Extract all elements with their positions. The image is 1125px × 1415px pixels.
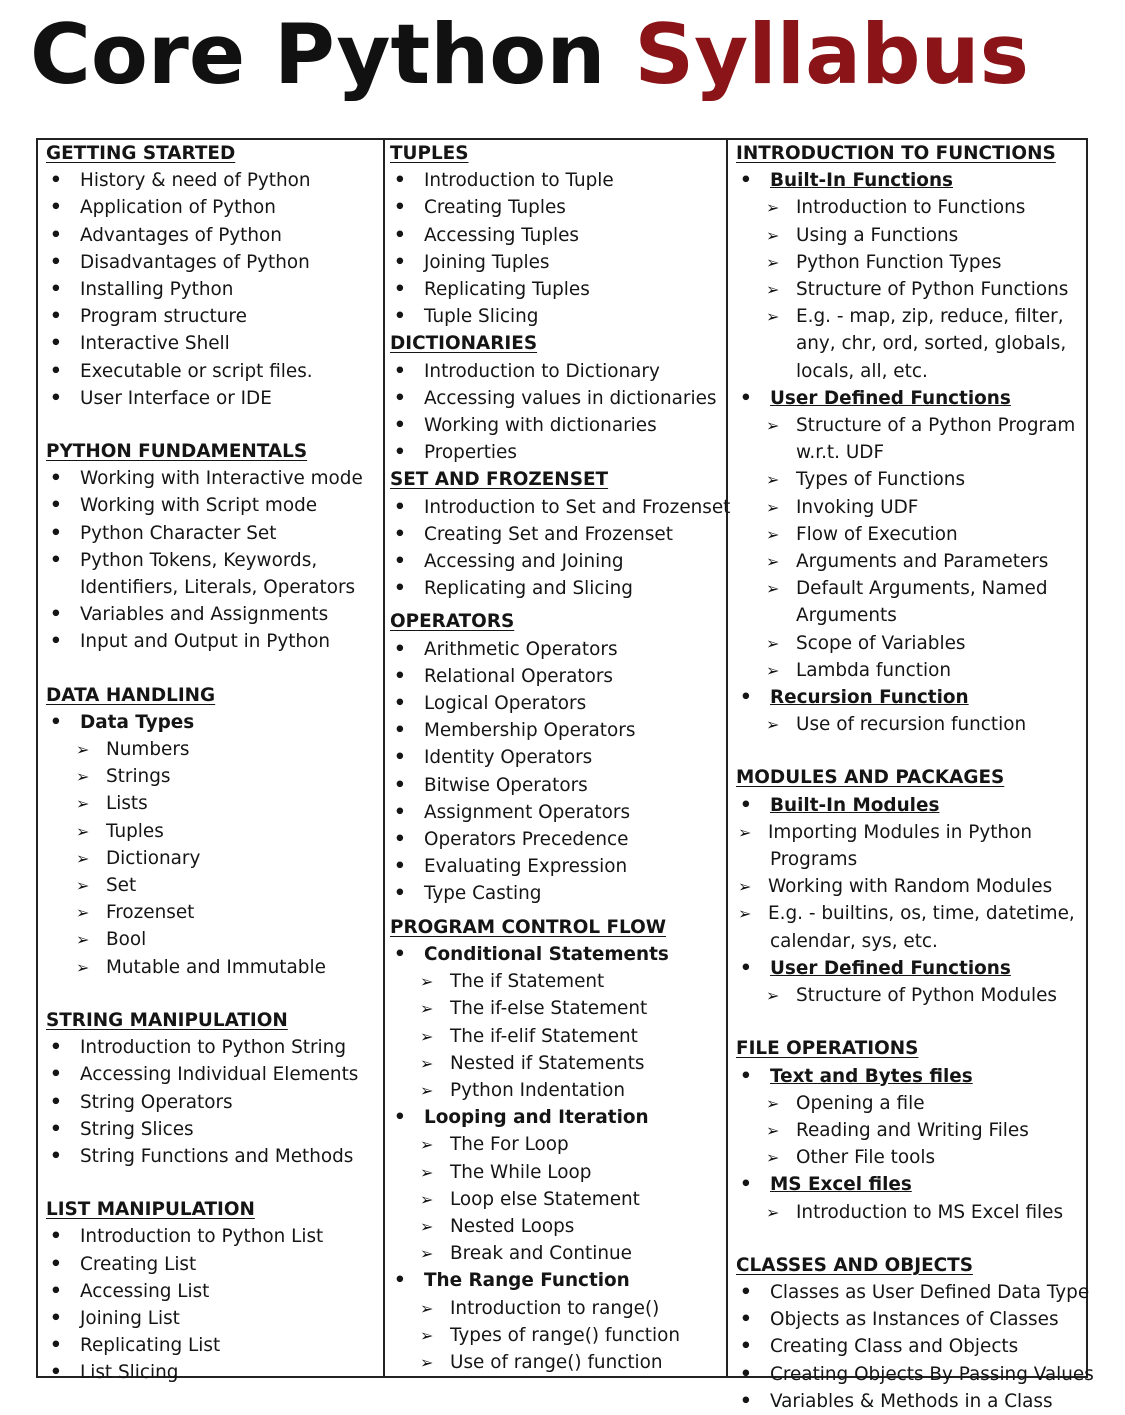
topic-text: Creating Class and Objects: [770, 1336, 1019, 1358]
topic-text: Accessing Individual Elements: [80, 1064, 359, 1086]
topic-item: [46, 736, 380, 763]
subtopic-heading: [390, 941, 722, 968]
topic-item: [736, 1199, 1084, 1226]
topic-item: [390, 799, 722, 826]
topic-text: Loop else Statement: [450, 1188, 640, 1210]
topic-text: Membership Operators: [424, 720, 636, 742]
topic-text: Bitwise Operators: [424, 774, 588, 796]
topic-text: Working with Script mode: [80, 495, 318, 517]
section-python-fundamentals: [46, 438, 380, 656]
topic-item: [736, 630, 1084, 657]
topic-list: [46, 465, 380, 655]
topic-item: [46, 167, 380, 194]
topic-text: Advantages of Python: [80, 224, 282, 246]
topic-text: Break and Continue: [450, 1243, 632, 1265]
section-heading: DICTIONARIES: [390, 333, 538, 355]
section-data-handling: [46, 682, 380, 981]
topic-item: [390, 995, 722, 1022]
topic-item: [736, 657, 1084, 684]
topic-item: [736, 276, 1084, 303]
topic-text: Built-In Modules: [770, 794, 940, 816]
topic-item: [736, 1090, 1084, 1117]
topic-item: [390, 636, 722, 663]
topic-text: Classes as User Defined Data Type: [770, 1281, 1090, 1303]
topic-text: Types of range() function: [450, 1324, 681, 1346]
section-heading: DATA HANDLING: [46, 684, 216, 706]
topic-text: Introduction to Python String: [80, 1037, 346, 1059]
topic-list: [46, 1034, 380, 1170]
topic-text: Creating Set and Frozenset: [424, 523, 673, 545]
topic-item: [46, 492, 380, 519]
topic-item: [390, 385, 722, 412]
topic-text: Default Arguments, Named: [796, 578, 1048, 600]
topic-list: [46, 167, 380, 412]
topic-text: Structure of Python Functions: [796, 279, 1069, 301]
topic-text: Other File tools: [796, 1147, 936, 1169]
topic-item: [736, 1117, 1084, 1144]
topic-item: [46, 222, 380, 249]
topic-item: [736, 412, 1084, 439]
topic-text: The if Statement: [450, 971, 605, 993]
syllabus-column-1: [46, 140, 380, 1387]
topic-item: [736, 548, 1084, 575]
topic-item: [46, 790, 380, 817]
section-heading: CLASSES AND OBJECTS: [736, 1254, 973, 1276]
topic-text: Python Indentation: [450, 1079, 626, 1101]
topic-item: [736, 1279, 1090, 1306]
topic-text: Identifiers, Literals, Operators: [80, 577, 356, 599]
topic-text: Python Function Types: [796, 251, 1002, 273]
topic-text: Nested Loops: [450, 1215, 575, 1237]
topic-text: Logical Operators: [424, 693, 587, 715]
section-heading: INTRODUCTION TO FUNCTIONS: [736, 143, 1056, 164]
topic-item: [46, 818, 380, 845]
topic-item: [46, 1034, 380, 1061]
topic-item: [390, 772, 722, 799]
topic-item: [736, 521, 1084, 548]
topic-list: [736, 792, 1084, 1010]
topic-text: Replicating Tuples: [424, 279, 590, 301]
topic-text: Numbers: [106, 739, 190, 761]
topic-list: [736, 1279, 1094, 1415]
subtopic-heading: [46, 709, 380, 736]
topic-text: User Defined Functions: [770, 387, 1011, 409]
topic-item: [736, 494, 1084, 521]
section-heading: GETTING STARTED: [46, 143, 236, 164]
topic-list: [390, 494, 731, 603]
topic-item: [736, 873, 1084, 900]
topic-item: [736, 1361, 1094, 1388]
topic-text: Types of Functions: [796, 469, 966, 491]
topic-item: [736, 222, 1084, 249]
topic-text: String Operators: [80, 1091, 233, 1113]
topic-text: Working with dictionaries: [424, 415, 657, 437]
topic-list: [390, 636, 722, 908]
topic-item: [390, 276, 722, 303]
topic-text: Arguments: [796, 605, 897, 627]
section-heading: LIST MANIPULATION: [46, 1199, 255, 1221]
topic-text: Dictionary: [106, 847, 201, 869]
topic-item: [390, 494, 731, 521]
topic-text: Bool: [106, 929, 147, 951]
topic-text: Variables and Assignments: [80, 604, 329, 626]
topic-text: Scope of Variables: [796, 632, 966, 654]
topic-text: String Slices: [80, 1118, 194, 1140]
subtopic-heading: [736, 955, 1084, 982]
topic-text: Working with Random Modules: [768, 876, 1053, 898]
topic-item: [390, 521, 722, 548]
topic-list: [390, 167, 722, 330]
section-dictionaries: [390, 330, 722, 466]
topic-text: Invoking UDF: [796, 496, 919, 518]
topic-text: Working with Interactive mode: [80, 468, 363, 490]
topic-item: [46, 601, 380, 628]
topic-text: Joining Tuples: [424, 251, 550, 273]
section-getting-started: [46, 140, 380, 412]
topic-text: The For Loop: [450, 1134, 569, 1156]
topic-item: [46, 1359, 380, 1386]
topic-item: [736, 249, 1084, 276]
topic-text: Objects as Instances of Classes: [770, 1309, 1059, 1331]
topic-item: [736, 982, 1084, 1009]
topic-item: [46, 628, 380, 655]
topic-text: Frozenset: [106, 902, 195, 924]
topic-text: The if-elif Statement: [450, 1025, 638, 1047]
section-string-manipulation: [46, 1007, 380, 1170]
topic-text: Type Casting: [424, 883, 542, 905]
topic-item: [390, 717, 722, 744]
topic-item: [736, 928, 1084, 955]
topic-item: [46, 1116, 380, 1143]
topic-text: Introduction to Python List: [80, 1226, 324, 1248]
section-modules-and-packages: [736, 764, 1084, 1009]
topic-item: [736, 575, 1084, 602]
topic-item: [46, 763, 380, 790]
topic-item: [390, 303, 722, 330]
topic-text: Built-In Functions: [770, 170, 953, 192]
section-heading: PYTHON FUNDAMENTALS: [46, 441, 308, 463]
topic-text: Accessing Tuples: [424, 224, 580, 246]
subtopic-heading: [736, 167, 1084, 194]
topic-item: [390, 222, 722, 249]
topic-text: locals, all, etc.: [796, 360, 928, 382]
section-heading: MODULES AND PACKAGES: [736, 767, 1005, 789]
topic-item: [736, 303, 1084, 330]
topic-item: [46, 303, 380, 330]
section-classes-and-objects: [736, 1252, 1094, 1415]
topic-item: [46, 1143, 380, 1170]
topic-text: MS Excel files: [770, 1174, 912, 1196]
topic-item: [390, 1240, 722, 1267]
topic-item: [390, 1023, 722, 1050]
topic-item: [390, 412, 722, 439]
section-set-and-frozenset: [390, 466, 731, 602]
topic-text: Tuple Slicing: [424, 306, 539, 328]
section-heading: STRING MANIPULATION: [46, 1009, 288, 1031]
topic-text: Data Types: [80, 711, 195, 733]
topic-list: [390, 941, 722, 1376]
topic-text: User Defined Functions: [770, 957, 1011, 979]
topic-text: Programs: [770, 849, 858, 871]
topic-text: Introduction to Functions: [796, 197, 1026, 219]
topic-text: Variables & Methods in a Class: [770, 1390, 1053, 1412]
topic-text: Joining List: [80, 1307, 180, 1329]
topic-item: [390, 1295, 722, 1322]
topic-text: User Interface or IDE: [80, 387, 272, 409]
section-introduction-to-functions: [736, 140, 1084, 738]
topic-text: Mutable and Immutable: [106, 956, 326, 978]
topic-text: Reading and Writing Files: [796, 1119, 1029, 1141]
topic-text: Set: [106, 875, 137, 897]
topic-item: [46, 1278, 380, 1305]
topic-item: [46, 194, 380, 221]
topic-item: [46, 547, 380, 574]
topic-text: E.g. - builtins, os, time, datetime,: [768, 903, 1075, 925]
topic-item: [736, 602, 1084, 629]
topic-list: [46, 1223, 380, 1386]
topic-item: [736, 1144, 1084, 1171]
topic-item: [736, 439, 1084, 466]
topic-item: [390, 1050, 722, 1077]
topic-item: [390, 575, 722, 602]
column-divider-1: [383, 138, 385, 1378]
topic-text: Using a Functions: [796, 224, 959, 246]
section-heading: FILE OPERATIONS: [736, 1038, 919, 1060]
topic-text: Accessing and Joining: [424, 551, 624, 573]
topic-text: Introduction to MS Excel files: [796, 1201, 1064, 1223]
topic-text: Strings: [106, 766, 171, 788]
topic-text: Introduction to Dictionary: [424, 360, 660, 382]
section-tuples: [390, 140, 722, 330]
topic-list: [390, 358, 722, 467]
topic-text: Looping and Iteration: [424, 1107, 649, 1129]
section-heading: PROGRAM CONTROL FLOW: [390, 916, 666, 938]
topic-item: [46, 520, 380, 547]
topic-item: [390, 853, 722, 880]
syllabus-column-3: [736, 140, 1094, 1415]
topic-item: [390, 1077, 722, 1104]
topic-text: Executable or script files.: [80, 360, 313, 382]
topic-item: [736, 846, 1084, 873]
topic-text: Structure of a Python Program: [796, 415, 1076, 437]
topic-item: [390, 548, 722, 575]
topic-text: any, chr, ord, sorted, globals,: [796, 333, 1067, 355]
section-heading: SET AND FROZENSET: [390, 469, 609, 491]
subtopic-heading: [390, 1104, 722, 1131]
topic-text: Operators Precedence: [424, 829, 629, 851]
topic-item: [46, 1223, 380, 1250]
topic-text: Python Character Set: [80, 522, 277, 544]
section-program-control-flow: [390, 914, 722, 1376]
topic-text: Application of Python: [80, 197, 276, 219]
topic-item: [46, 1251, 380, 1278]
topic-item: [390, 744, 722, 771]
topic-text: Opening a file: [796, 1092, 925, 1114]
topic-text: w.r.t. UDF: [796, 442, 885, 464]
topic-item: [390, 663, 722, 690]
section-file-operations: [736, 1035, 1084, 1225]
topic-item: [46, 1305, 380, 1332]
topic-list: [46, 709, 380, 981]
topic-text: Introduction to Set and Frozenset: [424, 496, 731, 518]
title-syllabus: Syllabus: [634, 6, 1030, 103]
topic-text: Interactive Shell: [80, 333, 230, 355]
topic-text: Lists: [106, 793, 148, 815]
topic-text: Input and Output in Python: [80, 631, 330, 653]
topic-item: [390, 826, 722, 853]
topic-item: [46, 249, 380, 276]
topic-item: [46, 330, 380, 357]
topic-item: [736, 1306, 1084, 1333]
section-list-manipulation: [46, 1196, 380, 1386]
topic-text: Replicating and Slicing: [424, 578, 633, 600]
topic-item: [736, 711, 1084, 738]
topic-item: [736, 194, 1084, 221]
subtopic-heading: [390, 1267, 722, 1294]
topic-text: Lambda function: [796, 659, 952, 681]
topic-text: History & need of Python: [80, 170, 311, 192]
topic-item: [390, 1213, 722, 1240]
topic-text: Identity Operators: [424, 747, 593, 769]
topic-text: The if-else Statement: [450, 998, 648, 1020]
topic-text: Structure of Python Modules: [796, 985, 1058, 1007]
topic-text: Introduction to range(): [450, 1297, 660, 1319]
column-divider-2: [726, 138, 728, 1378]
section-heading: TUPLES: [390, 143, 469, 164]
topic-text: E.g. - map, zip, reduce, filter,: [796, 306, 1064, 328]
topic-text: String Functions and Methods: [80, 1145, 354, 1167]
topic-text: calendar, sys, etc.: [770, 930, 938, 952]
topic-item: [390, 690, 722, 717]
topic-text: Recursion Function: [770, 687, 969, 709]
topic-text: Disadvantages of Python: [80, 251, 310, 273]
topic-text: Arguments and Parameters: [796, 551, 1049, 573]
topic-text: Program structure: [80, 306, 247, 328]
topic-item: [46, 845, 380, 872]
topic-item: [390, 194, 722, 221]
topic-text: Flow of Execution: [796, 523, 958, 545]
topic-item: [390, 249, 722, 276]
page-title: [30, 0, 1120, 110]
topic-item: [46, 358, 380, 385]
topic-item: [46, 385, 380, 412]
subtopic-heading: [736, 1171, 1084, 1198]
topic-item: [390, 439, 722, 466]
topic-text: Evaluating Expression: [424, 856, 628, 878]
topic-text: The Range Function: [424, 1270, 630, 1292]
topic-text: Assignment Operators: [424, 801, 631, 823]
topic-text: Relational Operators: [424, 665, 613, 687]
topic-item: [390, 880, 722, 907]
topic-text: Text and Bytes files: [770, 1065, 973, 1087]
topic-item: [46, 465, 380, 492]
topic-item: [46, 899, 380, 926]
topic-item: [46, 926, 380, 953]
topic-item: [390, 358, 722, 385]
topic-item: [46, 954, 380, 981]
topic-text: Creating Objects By Passing Values: [770, 1363, 1094, 1385]
topic-item: [736, 819, 1084, 846]
topic-text: The While Loop: [450, 1161, 592, 1183]
topic-text: Python Tokens, Keywords,: [80, 549, 318, 571]
topic-text: Conditional Statements: [424, 943, 669, 965]
topic-item: [46, 1089, 380, 1116]
subtopic-heading: [736, 1063, 1084, 1090]
topic-item: [46, 276, 380, 303]
topic-text: Accessing List: [80, 1280, 210, 1302]
topic-item: [46, 1061, 380, 1088]
topic-text: Introduction to Tuple: [424, 170, 614, 192]
topic-item: [736, 330, 1084, 357]
topic-item: [736, 1333, 1084, 1360]
topic-item: [736, 466, 1084, 493]
section-operators: [390, 608, 722, 907]
topic-text: Arithmetic Operators: [424, 638, 618, 660]
topic-text: Importing Modules in Python: [768, 821, 1032, 843]
topic-list: [736, 1063, 1084, 1226]
topic-text: List Slicing: [80, 1362, 179, 1384]
topic-item: [736, 1388, 1084, 1415]
topic-text: Replicating List: [80, 1335, 221, 1357]
topic-text: Creating Tuples: [424, 197, 566, 219]
subtopic-heading: [736, 684, 1084, 711]
topic-item: [736, 358, 1084, 385]
topic-item: [390, 1131, 722, 1158]
topic-list: [736, 167, 1084, 738]
topic-item: [736, 900, 1084, 927]
subtopic-heading: [736, 385, 1084, 412]
topic-text: Tuples: [106, 820, 164, 842]
topic-item: [390, 968, 722, 995]
topic-text: Properties: [424, 442, 517, 464]
section-heading: OPERATORS: [390, 611, 515, 633]
title-core-python: Core Python: [30, 6, 606, 103]
topic-item: [46, 872, 380, 899]
topic-text: Accessing values in dictionaries: [424, 387, 717, 409]
subtopic-heading: [736, 792, 1084, 819]
topic-text: Use of recursion function: [796, 714, 1027, 736]
topic-item: [46, 574, 380, 601]
topic-text: Nested if Statements: [450, 1052, 645, 1074]
topic-item: [390, 1159, 722, 1186]
topic-text: Use of range() function: [450, 1351, 663, 1373]
topic-item: [390, 167, 722, 194]
topic-item: [46, 1332, 380, 1359]
topic-text: Installing Python: [80, 279, 234, 301]
topic-item: [390, 1186, 722, 1213]
topic-item: [390, 1322, 722, 1349]
topic-item: [390, 1349, 722, 1376]
topic-text: Creating List: [80, 1253, 197, 1275]
syllabus-column-2: [390, 140, 731, 1376]
